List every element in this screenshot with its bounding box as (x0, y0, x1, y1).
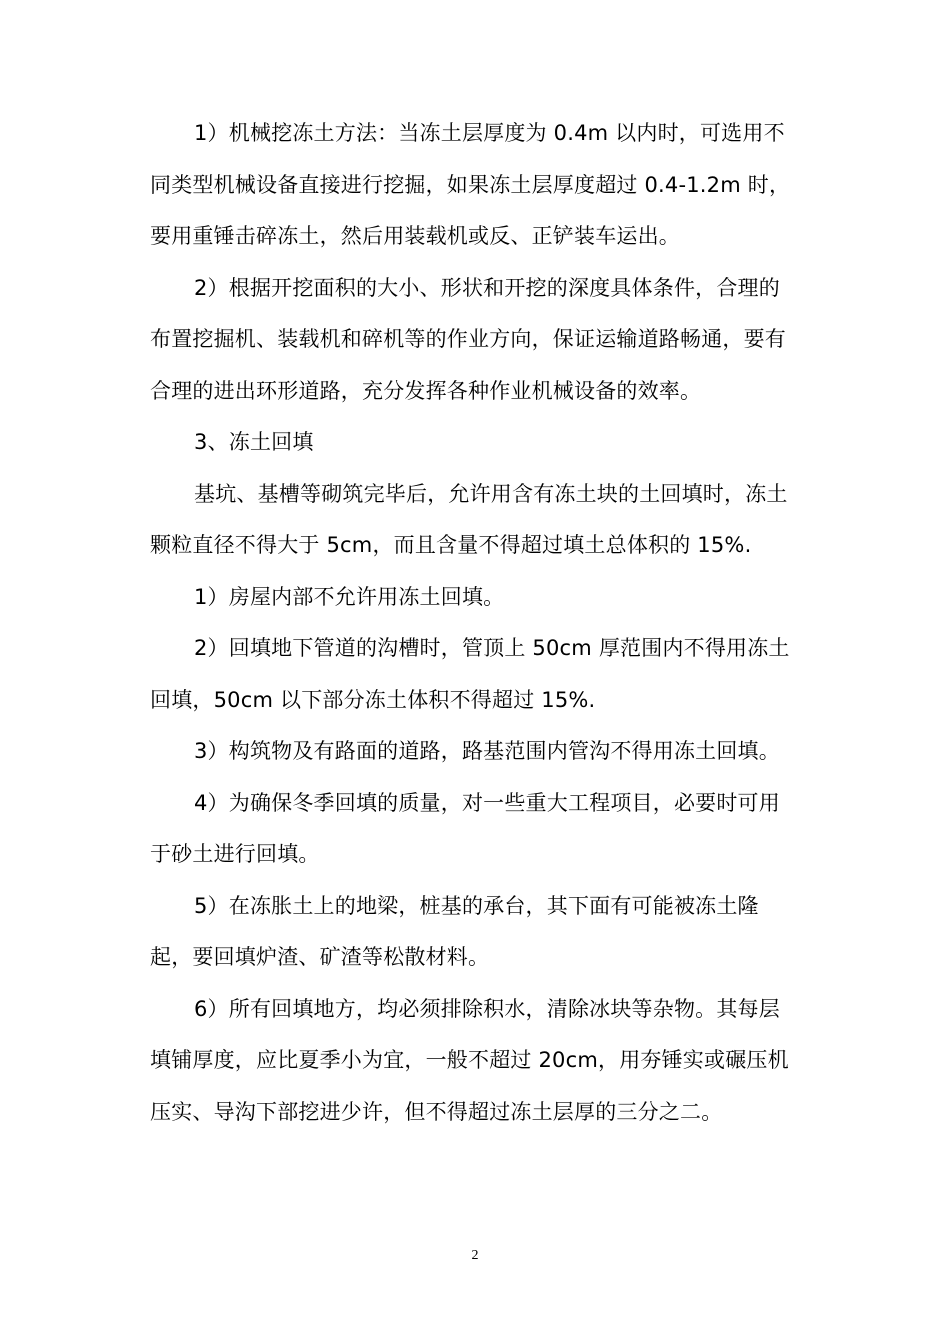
paragraph-1: 1）机械挖冻土方法：当冻土层厚度为 0.4m 以内时，可选用不同类型机械设备直接进行挖掘，如果冻土层厚度超过 0.4-1.2m 时，要用重锤击碎冻土，然后用装载机或反、正铲装车运出。 (150, 121, 791, 248)
section-heading-3: 3、冻土回填 (194, 430, 314, 454)
paragraph-8: 5）在冻胀土上的地梁，桩基的承台，其下面有可能被冻土隆起，要回填炉渣、矿渣等松散材料。 (150, 893, 759, 969)
paragraph-4: 1）房屋内部不允许用冻土回填。 (194, 584, 505, 609)
paragraph-2: 2）根据开挖面积的大小、形状和开挖的深度具体条件，合理的布置挖掘机、装载机和碎机等的作业方向，保证运输道路畅通，要有合理的进出环形道路，充分发挥各种作业机械设备的效率。 (150, 275, 786, 403)
paragraph-5: 2）回填地下管道的沟槽时，管顶上 50cm 厚范围内不得用冻土回填，50cm 以下部分冻土体积不得超过 15%. (150, 636, 790, 712)
paragraph-6: 3）构筑物及有路面的道路，路基范围内管沟不得用冻土回填。 (194, 739, 780, 763)
paragraph-7: 4）为确保冬季回填的质量，对一些重大工程项目，必要时可用于砂土进行回填。 (150, 790, 780, 866)
document-body (150, 108, 800, 1138)
page-number: 2 (471, 1248, 479, 1263)
paragraph-9: 6）所有回填地方，均必须排除积水，清除冰块等杂物。其每层填铺厚度，应比夏季小为宜，一般不超过 20cm，用夯锤实或碾压机压实、导沟下部挖进少许，但不得超过冻土层厚的三分之二。 (150, 996, 789, 1124)
paragraph-3: 基坑、基槽等砌筑完毕后，允许用含有冻土块的土回填时，冻土颗粒直径不得大于 5cm，而且含量不得超过填土总体积的 15%. (150, 481, 788, 557)
